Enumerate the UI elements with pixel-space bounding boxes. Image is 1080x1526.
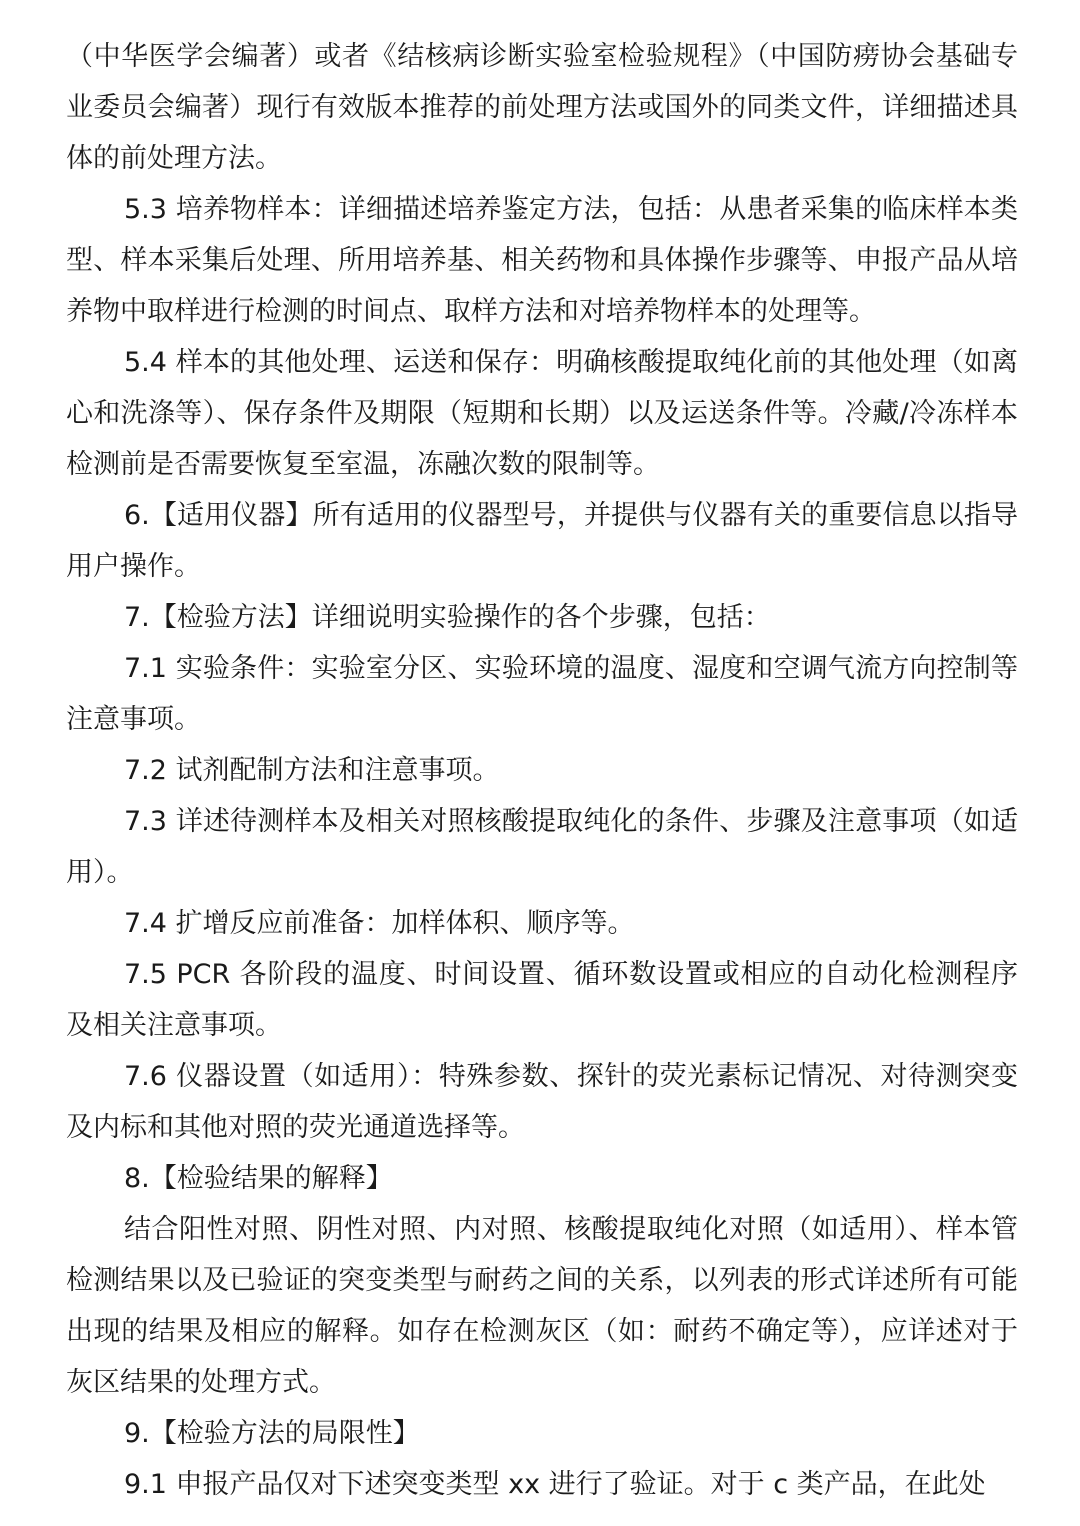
paragraph-5-4-sample-handling: 5.4 样本的其他处理、运送和保存：明确核酸提取纯化前的其他处理（如离心和洗涤等）、保存条件及期限（短期和长期）以及运送条件等。冷藏/冷冻样本检测前是否需要恢复至室温，冻融次数的限制等。 xyxy=(66,347,1018,480)
paragraph-6-instruments: 6.【适用仪器】所有适用的仪器型号，并提供与仪器有关的重要信息以指导用户操作。 xyxy=(66,500,1018,582)
paragraph-8-heading: 8.【检验结果的解释】 xyxy=(124,1163,393,1194)
paragraph-9-heading: 9.【检验方法的局限性】 xyxy=(124,1418,420,1449)
paragraph-8-results-interpretation: 结合阳性对照、阴性对照、内对照、核酸提取纯化对照（如适用）、样本管检测结果以及已验证的突变类型与耐药之间的关系，以列表的形式详述所有可能出现的结果及相应的解释。如存在检测灰区（如：耐药不确定等），应详述对于灰区结果的处理方式。 xyxy=(66,1214,1018,1398)
paragraph-7-3-extraction: 7.3 详述待测样本及相关对照核酸提取纯化的条件、步骤及注意事项（如适用）。 xyxy=(66,806,1018,888)
paragraph-7-1-conditions: 7.1 实验条件：实验室分区、实验环境的温度、湿度和空调气流方向控制等注意事项。 xyxy=(66,653,1018,735)
paragraph-pretreatment-references: （中华医学会编著）或者《结核病诊断实验室检验规程》（中国防痨协会基础专业委员会编著）现行有效版本推荐的前处理方法或国外的同类文件，详细描述具体的前处理方法。 xyxy=(66,41,1018,174)
paragraph-9-1-limitations: 9.1 申报产品仅对下述突变类型 xx 进行了验证。对于 c 类产品，在此处 xyxy=(124,1469,986,1500)
paragraph-7-method-heading: 7.【检验方法】详细说明实验操作的各个步骤，包括： xyxy=(124,602,771,633)
paragraph-7-5-pcr-stages: 7.5 PCR 各阶段的温度、时间设置、循环数设置或相应的自动化检测程序及相关注意事项。 xyxy=(66,959,1018,1041)
paragraph-7-4-preparation: 7.4 扩增反应前准备：加样体积、顺序等。 xyxy=(124,908,635,939)
paragraph-7-6-instrument-setup: 7.6 仪器设置（如适用）：特殊参数、探针的荧光素标记情况、对待测突变及内标和其他对照的荧光通道选择等。 xyxy=(66,1061,1018,1143)
paragraph-7-2-reagent-prep: 7.2 试剂配制方法和注意事项。 xyxy=(124,755,500,786)
paragraph-5-3-culture-sample: 5.3 培养物样本：详细描述培养鉴定方法，包括：从患者采集的临床样本类型、样本采集后处理、所用培养基、相关药物和具体操作步骤等、申报产品从培养物中取样进行检测的时间点、取样方法和对培养物样本的处理等。 xyxy=(66,194,1018,327)
